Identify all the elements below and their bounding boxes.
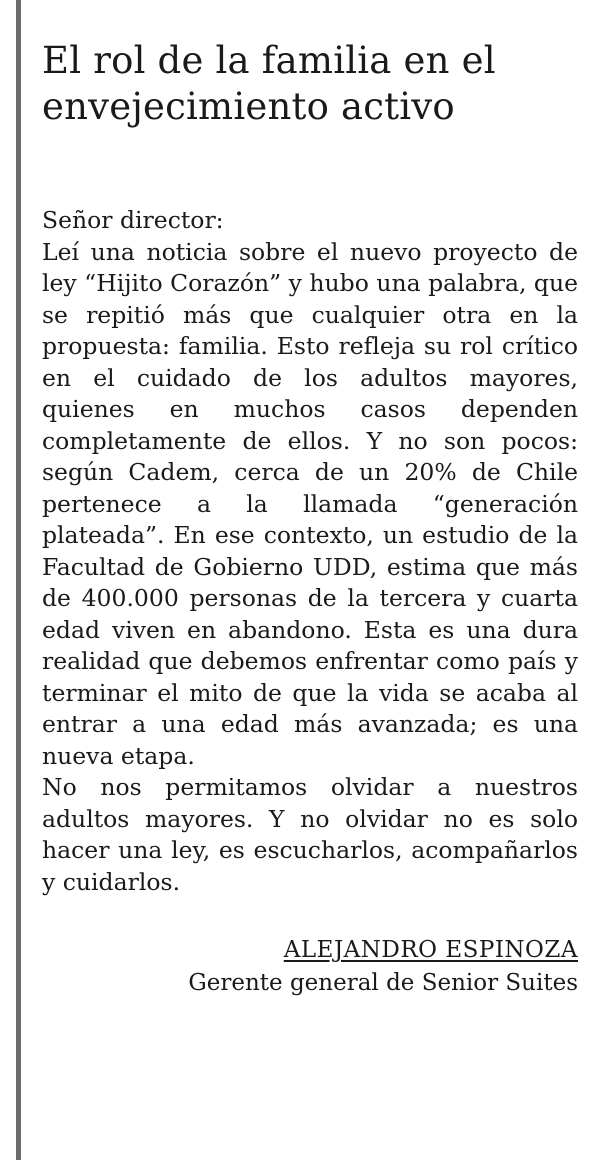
author-role: Gerente general de Senior Suites [188, 970, 578, 996]
author-name: ALEJANDRO ESPINOZA [283, 937, 578, 963]
column-divider [16, 0, 21, 1160]
body-paragraph-2: No nos permitamos olvidar a nuestros adultos mayores. Y no olvidar no es solo hacer una ley, es escucharlos, acompañarlos y cuidarlos. [42, 773, 578, 896]
letter-body [42, 205, 578, 898]
body-paragraph-1: Leí una noticia sobre el nuevo proyecto de ley “Hijito Corazón” y hubo una palabra, que se repitió más que cualquier otra en la propuesta: familia. Esto refleja su rol crítico en el cuidado de los adultos mayores, quienes en muchos casos dependen completamente de ellos. Y no son pocos: según Cadem, cerca de un 20% de Chile pertenece a la llamada “generación plateada”. En ese contexto, un estudio de la Facultad de Gobierno UDD, estima que más de 400.000 personas de la tercera y cuarta edad viven en abandono. Esta es una dura realidad que debemos enfrentar como país y terminar el mito de que la vida se acaba al entrar a una edad más avanzada; es una nueva etapa. [42, 237, 578, 770]
letter-article [42, 38, 578, 1000]
salutation: Señor director: [42, 206, 224, 234]
signature-block [42, 934, 578, 1000]
article-headline: El rol de la familia en el envejecimiento activo [42, 39, 496, 128]
